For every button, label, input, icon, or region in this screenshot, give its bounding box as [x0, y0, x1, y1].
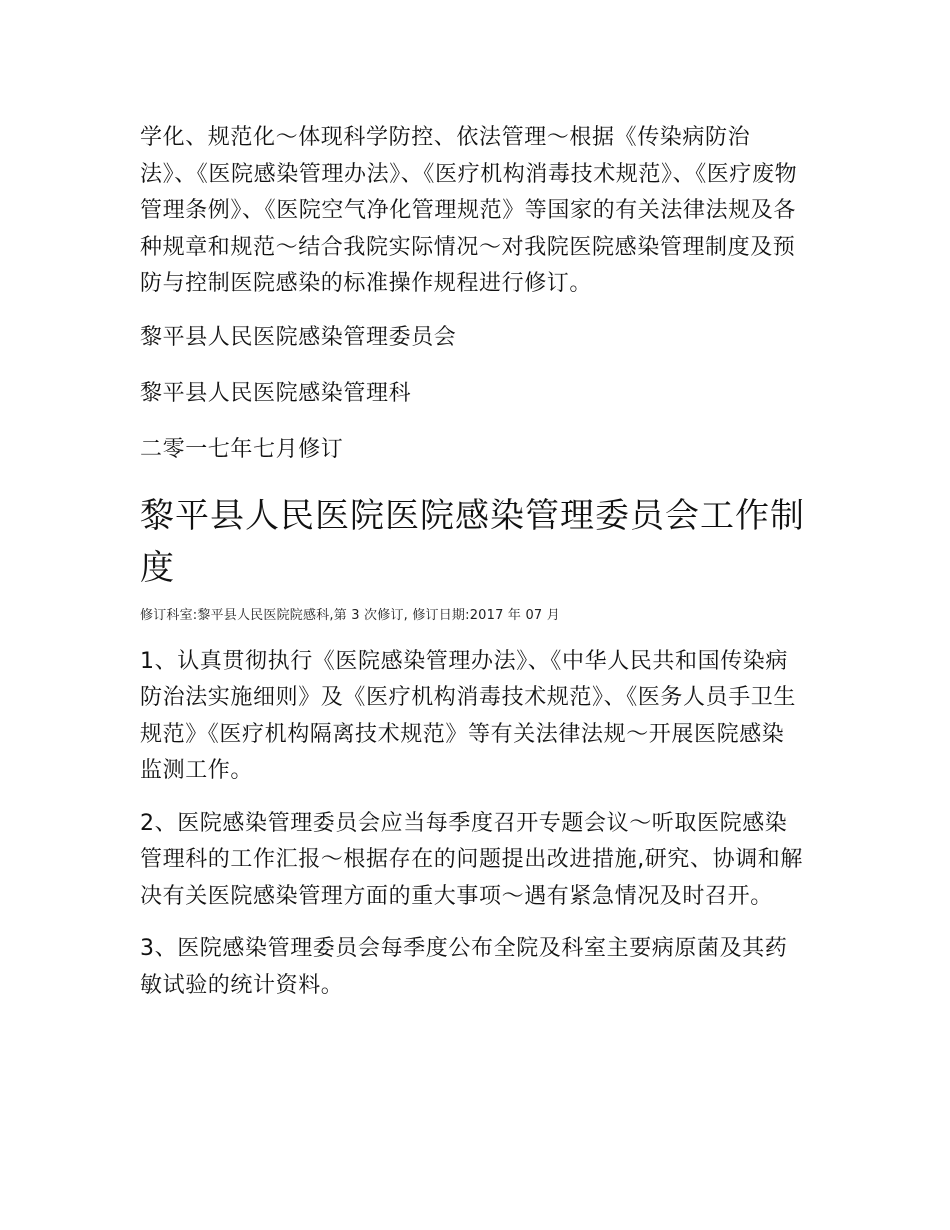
signature-committee: 黎平县人民医院感染管理委员会	[140, 324, 457, 350]
list-item: 2、医院感染管理委员会应当每季度召开专题会议～听取医院感染管理科的工作汇报～根据存在的问题提出改进措施,研究、协调和解决有关医院感染管理方面的重大事项～遇有紧急情况及时召开。	[140, 810, 803, 909]
revision-date: 二零一七年七月修订	[140, 436, 344, 462]
document-page	[140, 120, 805, 1004]
section-title: 黎平县人民医院医院感染管理委员会工作制度	[140, 495, 805, 588]
intro-paragraph: 学化、规范化～体现科学防控、依法管理～根据《传染病防治法》、《医院感染管理办法》、《医疗机构消毒技术规范》、《医疗废物管理条例》、《医院空气净化管理规范》等国家的有关法律法规及各种规章和规范～结合我院实际情况～对我院医院感染管理制度及预防与控制医院感染的标准操作规程进行修订。	[140, 125, 798, 296]
list-item: 1、认真贯彻执行《医院感染管理办法》、《中华人民共和国传染病防治法实施细则》及《医疗机构消毒技术规范》、《医务人员手卫生规范》《医疗机构隔离技术规范》等有关法律法规～开展医院感染监测工作。	[140, 648, 797, 783]
signature-department: 黎平县人民医院感染管理科	[140, 380, 412, 406]
list-item: 3、医院感染管理委员会每季度公布全院及科室主要病原菌及其药敏试验的统计资料。	[140, 936, 788, 998]
revision-meta: 修订科室:黎平县人民医院院感科,第 3 次修订, 修订日期:2017 年 07 月	[140, 607, 560, 623]
